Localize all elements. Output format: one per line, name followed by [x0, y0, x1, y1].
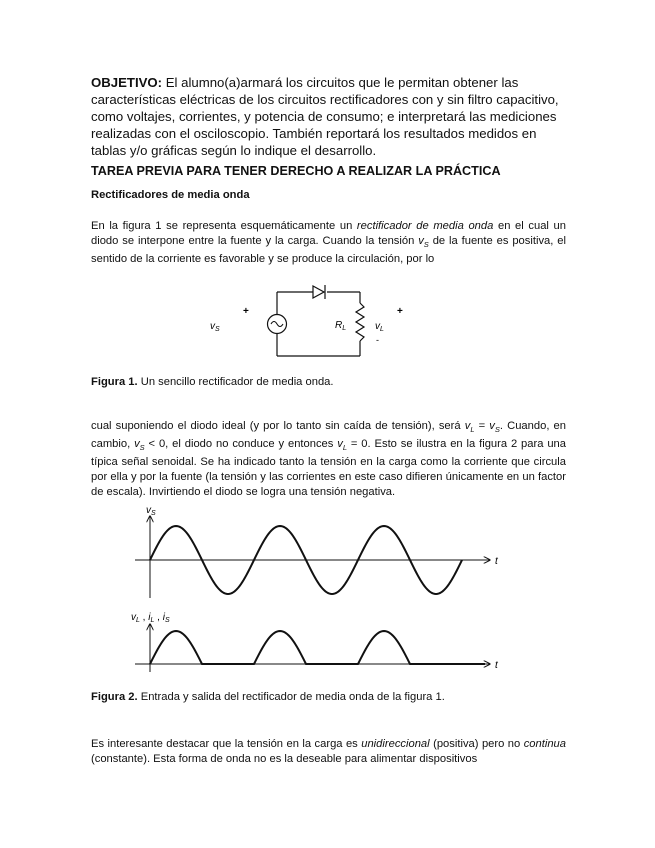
bottom-x-label: t	[495, 660, 498, 671]
paragraph-intro: En la figura 1 se representa esquemáticamente un rectificador de media onda en el cual un diodo se interpone entre la fuente y la carga. Cuando la tensión $v_S$ de la fuente es positiva, el sentido de la corriente es favorable y se produce la circulación, por lo	[91, 220, 566, 266]
plus-sign-right: +	[397, 306, 403, 317]
top-x-label: t	[495, 556, 498, 567]
output-half-wave	[150, 631, 485, 664]
plus-sign-left: +	[243, 306, 249, 317]
vs-label: $v_S$	[210, 321, 220, 333]
bottom-y-label: $v_L$ , $i_L$ , $i_S$	[131, 612, 170, 624]
objective-text: El alumno(a)armará los circuitos que le permitan obtener las características eléctricas de los circuitos rectificadores con y sin filtro capacitivo, como voltajes, corrientes, y potencia de consumo; e interpretará las mediciones realizadas con el osciloscopio. También reportará los resultados medidos en tablas y/o gráficas según lo indique el desarrollo.	[91, 75, 559, 158]
rl-label: $R_L$	[335, 320, 347, 332]
top-y-label: $v_S$	[146, 505, 156, 517]
objective-label: OBJETIVO:	[91, 75, 163, 90]
figure-1-caption: Figura 1. Un sencillo rectificador de media onda.	[91, 376, 334, 388]
paragraph-closing: Es interesante destacar que la tensión en la carga es unidireccional (positiva) pero no continua (constante). Esta forma de onda no es la deseable para alimentar dispositivos	[91, 738, 566, 765]
paragraph-explanation: cual suponiendo el diodo ideal (y por lo tanto sin caída de tensión), será $v_L = v_S$. Cuando, en cambio, $v_S < 0$, el diodo no conduce y entonces $v_L = 0$. Esto se ilustra en la figura 2 para una típica señal senoidal. Se ha indicado tanto la tensión en la carga como la corriente que circula por ella y por la fuente (la tensión y las corrientes en este caso difieren únicamente en un factor de escala). Invirtiendo el diodo se logra una tensión negativa.	[91, 420, 566, 499]
subsection-title: Rectificadores de media onda	[91, 189, 250, 201]
vl-label: $v_L$	[375, 321, 384, 333]
figure-2-caption: Figura 2. Entrada y salida del rectificador de media onda de la figura 1.	[91, 691, 445, 703]
section-title: TAREA PREVIA PARA TENER DERECHO A REALIZAR LA PRÁCTICA	[91, 164, 501, 178]
minus-sign-right: -	[376, 335, 379, 345]
